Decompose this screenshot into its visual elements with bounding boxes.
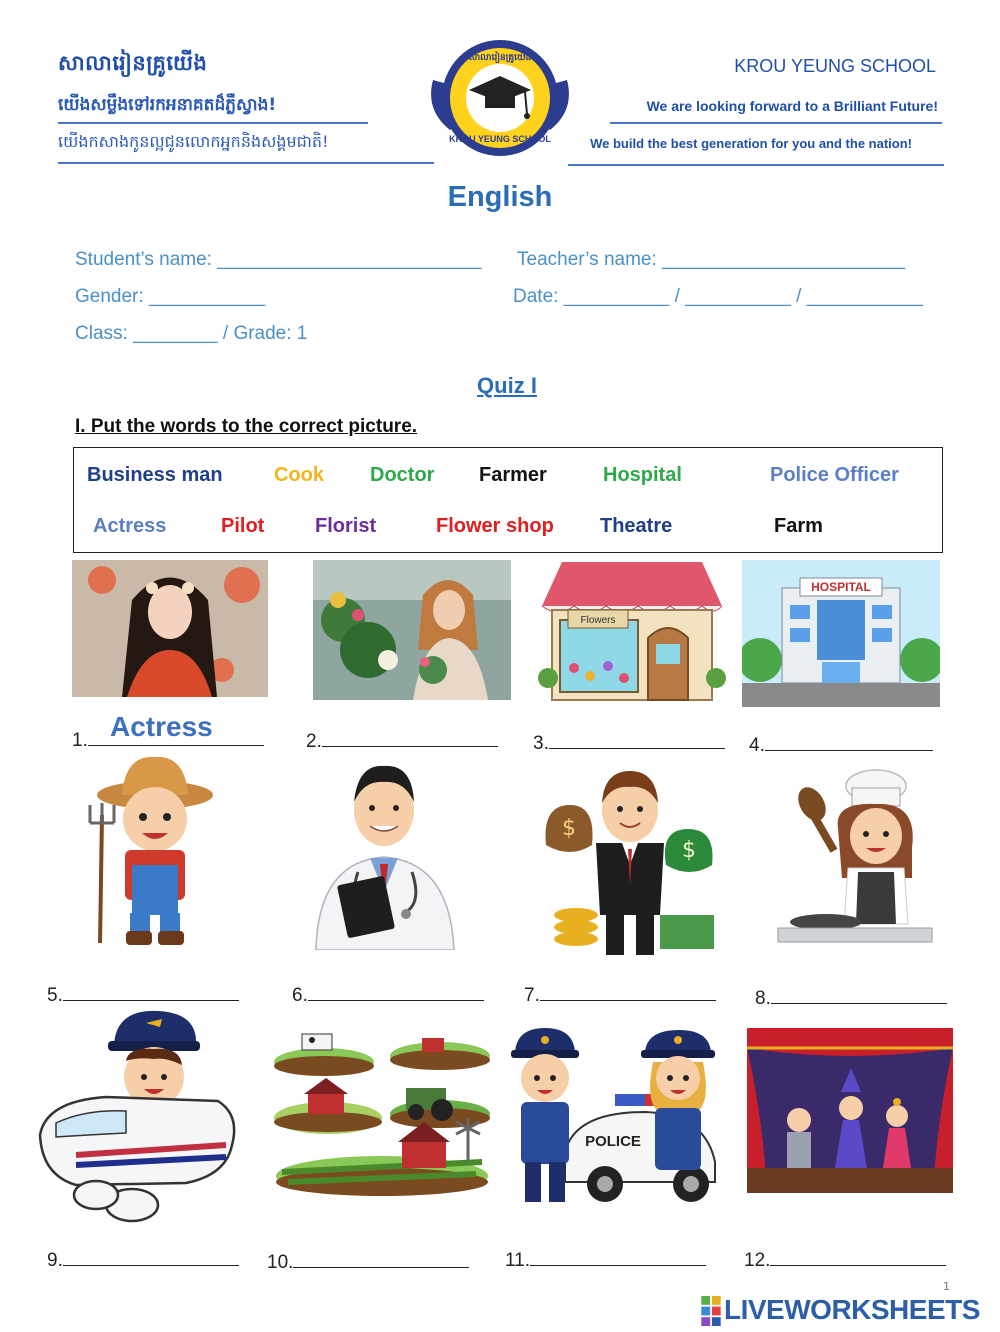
answer-line-2[interactable] <box>322 731 498 747</box>
page-number: 1 <box>943 1280 950 1293</box>
picture-cook <box>772 768 942 950</box>
divider <box>610 122 942 124</box>
picture-farm <box>272 1022 494 1202</box>
picture-flower-shop <box>538 558 726 708</box>
picture-hospital <box>742 560 940 707</box>
logo-text-bottom: KROU YEUNG SCHOOL <box>449 134 551 144</box>
answer-number: 12. <box>744 1250 771 1271</box>
khmer-school-name: សាលារៀនគ្រូយើង <box>58 51 208 75</box>
answer-line-9[interactable] <box>63 1250 239 1266</box>
picture-theatre <box>747 1028 953 1193</box>
answer-number: 5. <box>47 985 63 1006</box>
answer-line-10[interactable] <box>293 1252 469 1268</box>
word-flower-shop[interactable]: Flower shop <box>436 515 554 537</box>
answer-line-3[interactable] <box>549 733 725 749</box>
motto-1: We are looking forward to a Brilliant Future! <box>646 98 938 114</box>
word-pilot[interactable]: Pilot <box>221 515 265 537</box>
answer-number: 2. <box>306 731 322 752</box>
word-cook[interactable]: Cook <box>274 464 324 486</box>
word-business-man[interactable]: Business man <box>87 464 223 486</box>
divider <box>58 122 368 124</box>
answer-line-6[interactable] <box>308 985 484 1001</box>
divider <box>58 162 434 164</box>
answer-line-11[interactable] <box>530 1250 706 1266</box>
school-logo <box>425 30 575 170</box>
answer-number: 9. <box>47 1250 63 1271</box>
answer-number: 3. <box>533 733 549 754</box>
liveworksheets-brand: LIVEWORKSHEETS <box>724 1294 980 1325</box>
answer-line-8[interactable] <box>771 988 947 1004</box>
picture-pilot <box>36 1005 241 1223</box>
picture-doctor <box>308 762 460 950</box>
answer-number: 6. <box>292 985 308 1006</box>
word-theatre[interactable]: Theatre <box>600 515 673 537</box>
class-field[interactable]: Class: ________ / Grade: 1 <box>75 323 308 344</box>
svg-text:$: $ <box>562 816 576 841</box>
flowers-sign: Flowers <box>580 615 616 626</box>
svg-text:$: $ <box>682 838 696 863</box>
teacher-name-field[interactable]: Teacher’s name: _______________________ <box>517 249 906 270</box>
answer-line-5[interactable] <box>63 985 239 1001</box>
gender-field[interactable]: Gender: ___________ <box>75 286 266 307</box>
subject-title: English <box>447 181 553 213</box>
answer-number: 7. <box>524 985 540 1006</box>
word-hospital[interactable]: Hospital <box>603 464 682 486</box>
khmer-motto-2: យើងកសាងកូនល្អជូនលោកអ្នកនិងសង្គមជាតិ! <box>58 132 329 151</box>
word-doctor[interactable]: Doctor <box>370 464 435 486</box>
instruction: I. Put the words to the correct picture. <box>75 416 418 437</box>
student-name-field[interactable]: Student’s name: _________________________ <box>75 249 482 270</box>
date-field[interactable]: Date: __________ / __________ / ___________ <box>513 286 923 307</box>
answer-line-12[interactable] <box>770 1250 946 1266</box>
picture-farmer <box>80 755 225 947</box>
answer-line-7[interactable] <box>540 985 716 1001</box>
word-florist[interactable]: Florist <box>315 515 377 537</box>
word-bank <box>73 447 943 553</box>
answer-number: 8. <box>755 988 771 1009</box>
answer-number: 10. <box>267 1252 294 1273</box>
word-farm[interactable]: Farm <box>774 515 823 537</box>
khmer-motto-1: យើងសម្លឹងទៅរកអនាគតដ៏ភ្លឺស្វាង! <box>58 95 277 115</box>
quiz-title: Quiz I <box>477 373 537 398</box>
school-name: KROU YEUNG SCHOOL <box>734 56 936 76</box>
motto-2: We build the best generation for you and the nation! <box>590 136 912 151</box>
answer-number: 4. <box>749 735 765 756</box>
word-police-officer[interactable]: Police Officer <box>770 464 899 486</box>
police-car-label: POLICE <box>585 1133 641 1150</box>
divider <box>568 164 944 166</box>
picture-actress <box>72 560 268 697</box>
picture-business-man <box>540 765 720 960</box>
picture-florist <box>313 560 511 700</box>
hospital-sign: HOSPITAL <box>811 580 871 594</box>
answer-1-filled[interactable]: Actress <box>110 711 213 742</box>
answer-number: 11. <box>505 1250 531 1271</box>
logo-text-top: សាលារៀនគ្រូយើង <box>468 53 532 63</box>
liveworksheets-mark-icon <box>700 1296 722 1326</box>
picture-police-officer <box>495 1022 725 1212</box>
answer-number: 1. <box>72 730 88 751</box>
answer-line-4[interactable] <box>765 735 933 751</box>
word-farmer[interactable]: Farmer <box>479 464 547 486</box>
word-actress[interactable]: Actress <box>93 515 167 537</box>
